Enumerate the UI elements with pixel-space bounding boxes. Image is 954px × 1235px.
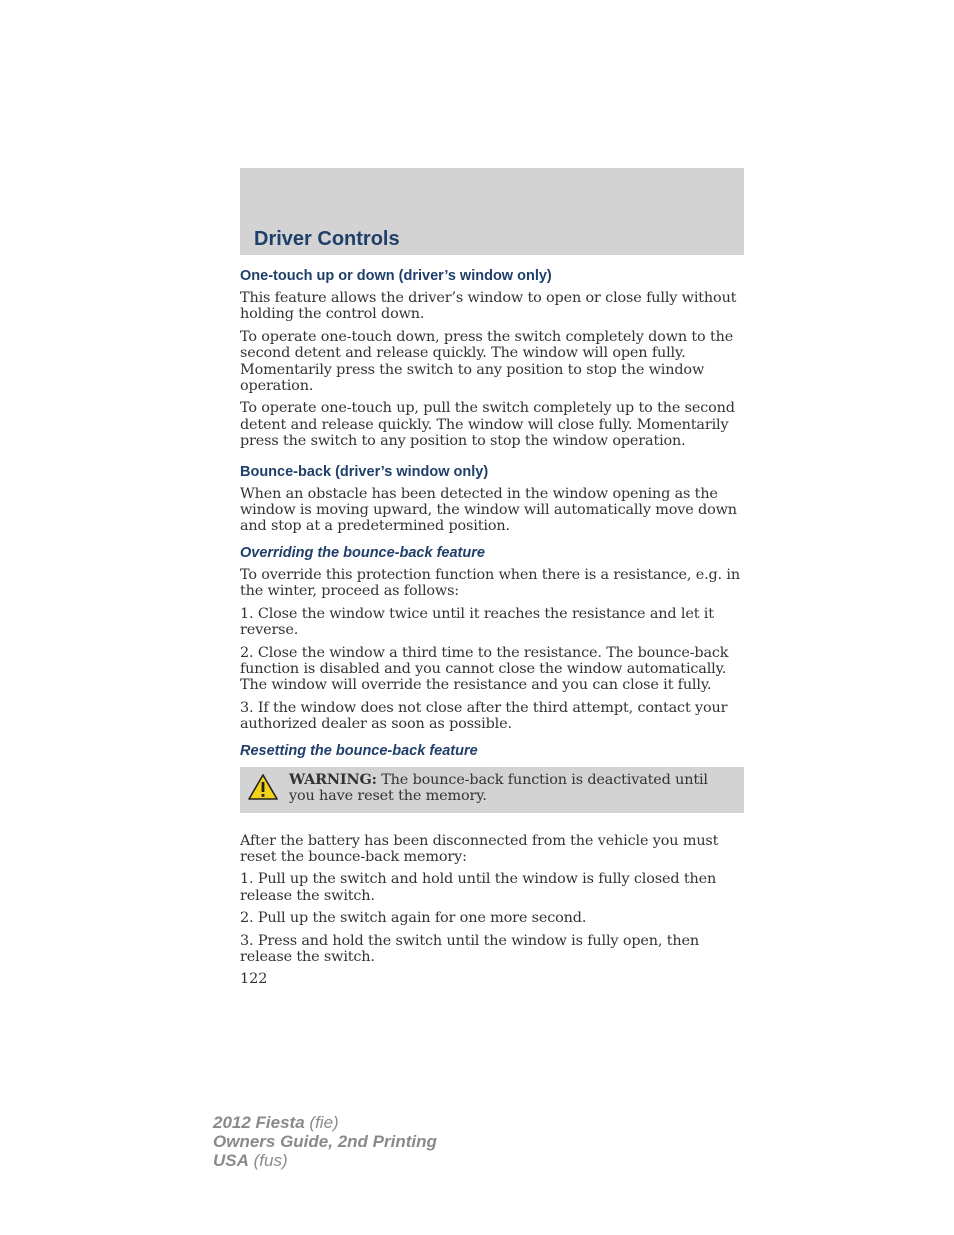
paragraph: To operate one-touch up, pull the switch completely up to the second detent and release quickly. The window will close fully. Momentarily press the switch to any position to stop the window operation. [240, 400, 735, 450]
footer-edition: Owners Guide, 2nd Printing [213, 1132, 437, 1151]
heading-resetting: Resetting the bounce-back feature [240, 742, 478, 759]
warning-triangle-icon [247, 773, 279, 801]
paragraph: When an obstacle has been detected in the window opening as the window is moving upward, the window will automatically move down and stop at a predetermined position. [240, 485, 737, 535]
paragraph: To override this protection function when there is a resistance, e.g. in the winter, proceed as follows: [240, 566, 740, 600]
list-item: 3. Press and hold the switch until the window is fully open, then release the switch. [240, 932, 699, 965]
list-item: 1. Pull up the switch and hold until the window is fully closed then release the switch. [240, 871, 717, 904]
footer-market-code: (fus) [248, 1151, 288, 1170]
footer-line-2 [213, 1132, 437, 1151]
list-item: 2. Pull up the switch again for one more second. [240, 910, 587, 927]
section-title: Driver Controls [254, 228, 400, 250]
list-item: 2. Close the window a third time to the resistance. The bounce-back function is disabled and you cannot close the window automatically. The window will override the resistance and you can close it fully. [240, 644, 729, 694]
footer-line-3 [213, 1151, 437, 1170]
footer-model: 2012 Fiesta [213, 1113, 305, 1132]
footer-market: USA [213, 1151, 249, 1170]
paragraph: This feature allows the driver’s window to open or close fully without holding the control down. [240, 290, 737, 323]
page-content [240, 266, 744, 987]
section-header-band [240, 168, 744, 255]
footer-imprint [213, 1113, 437, 1170]
warning-label: WARNING: [289, 770, 377, 788]
footer-model-code: (fie) [304, 1113, 339, 1132]
paragraph: After the battery has been disconnected from the vehicle you must reset the bounce-back memory: [240, 832, 719, 865]
footer-line-1 [213, 1113, 437, 1132]
list-item: 3. If the window does not close after the third attempt, contact your authorized dealer as soon as possible. [240, 699, 728, 733]
page-number: 122 [240, 971, 268, 988]
heading-overriding: Overriding the bounce-back feature [240, 544, 485, 561]
heading-bounce-back: Bounce-back (driver’s window only) [240, 463, 489, 480]
warning-text [289, 772, 736, 805]
paragraph: To operate one-touch down, press the switch completely down to the second detent and release quickly. The window will open fully. Momentarily press the switch to any position to stop the window operation. [240, 328, 734, 395]
heading-one-touch: One-touch up or down (driver’s window only) [240, 268, 552, 284]
warning-box [240, 767, 744, 813]
list-item: 1. Close the window twice until it reaches the resistance and let it reverse. [240, 605, 714, 639]
warning-message: The bounce-back function is deactivated until you have reset the memory. [289, 771, 708, 804]
